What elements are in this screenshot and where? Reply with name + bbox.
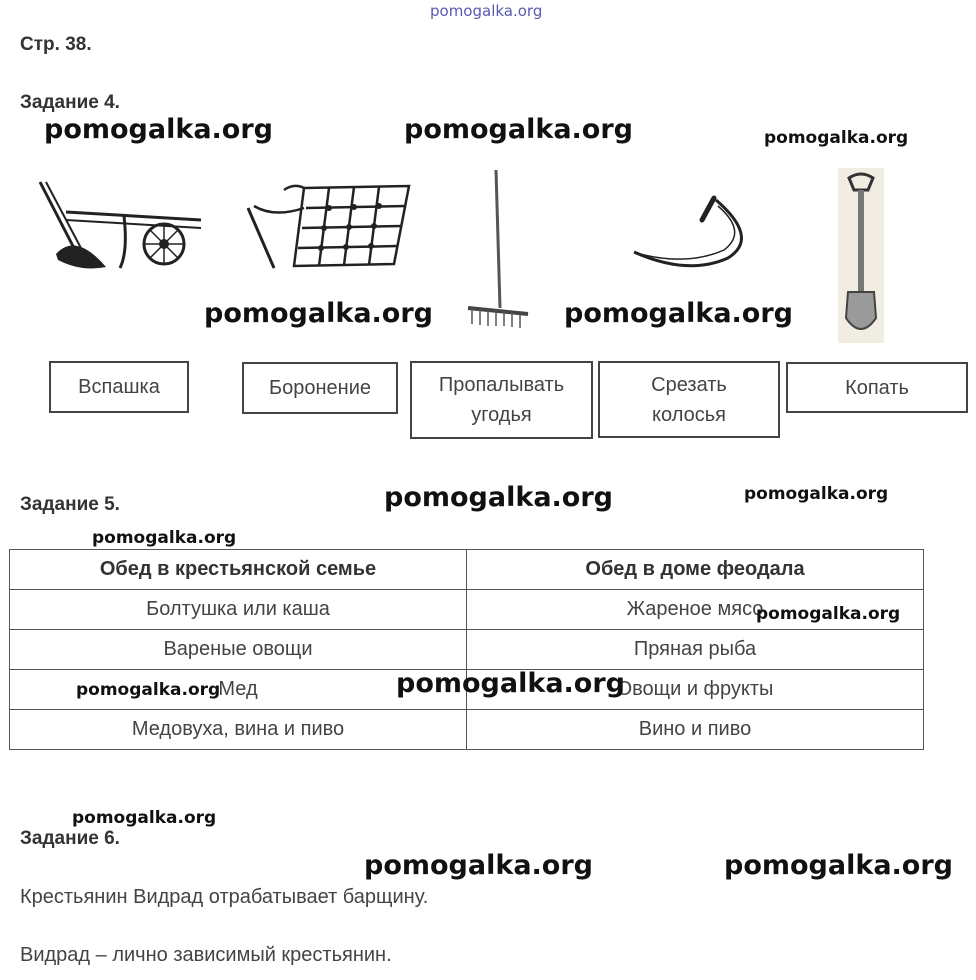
watermark: pomogalka.org xyxy=(756,604,901,624)
label-text: Копать xyxy=(845,376,909,399)
watermark: pomogalka.org xyxy=(72,808,217,828)
label-box-propalyvat xyxy=(410,361,593,439)
watermark: pomogalka.org xyxy=(396,668,625,699)
label-box-kopat xyxy=(786,362,968,413)
label-box-vspashka xyxy=(49,361,189,413)
column-header-peasant: Обед в крестьянской семье xyxy=(10,550,467,590)
table-cell: Вареные овощи xyxy=(10,630,467,670)
shovel-icon xyxy=(836,168,886,343)
rake-icon xyxy=(462,168,534,330)
table-cell: Жареное мясо xyxy=(467,590,924,630)
task6-heading: Задание 6. xyxy=(20,828,120,849)
table-cell: Овощи и фрукты xyxy=(467,670,924,710)
table-cell: Медовуха, вина и пиво xyxy=(10,710,467,750)
watermark: pomogalka.org xyxy=(744,484,889,504)
table-cell: Мед xyxy=(10,670,467,710)
watermark-top: pomogalka.org xyxy=(430,2,543,20)
page-reference: Стр. 38. xyxy=(20,34,92,55)
table-row xyxy=(10,710,924,750)
label-text: Пропалывать xyxy=(438,374,565,396)
meals-table xyxy=(9,549,924,750)
label-text: колосья xyxy=(652,403,726,426)
watermark: pomogalka.org xyxy=(76,680,221,700)
watermark: pomogalka.org xyxy=(44,114,273,145)
label-text: Боронение xyxy=(268,377,371,399)
watermark: pomogalka.org xyxy=(364,850,593,881)
watermark: pomogalka.org xyxy=(204,298,433,329)
sickle-icon xyxy=(628,180,778,278)
harrow-icon xyxy=(244,178,414,273)
task5-heading: Задание 5. xyxy=(20,494,120,515)
label-text: Срезать xyxy=(651,373,727,396)
label-text: угодья xyxy=(471,404,532,426)
table-cell: Болтушка или каша xyxy=(10,590,467,630)
label-box-srezat xyxy=(598,361,780,438)
watermark: pomogalka.org xyxy=(92,528,237,548)
label-box-boronenie xyxy=(242,362,398,414)
watermark: pomogalka.org xyxy=(764,128,909,148)
watermark: pomogalka.org xyxy=(724,850,953,881)
column-header-feudal: Обед в доме феодала xyxy=(467,550,924,590)
table-header-row xyxy=(10,550,924,590)
table-row xyxy=(10,630,924,670)
table-cell: Пряная рыба xyxy=(467,630,924,670)
watermark: pomogalka.org xyxy=(404,114,633,145)
task6-line-2: Видрад – лично зависимый крестьянин. xyxy=(20,944,392,966)
task4-heading: Задание 4. xyxy=(20,92,120,113)
table-cell: Вино и пиво xyxy=(467,710,924,750)
task6-line-1: Крестьянин Видрад отрабатывает барщину. xyxy=(20,886,429,908)
watermark: pomogalka.org xyxy=(384,482,613,513)
plough-icon xyxy=(36,172,206,277)
label-text: Вспашка xyxy=(78,376,160,398)
watermark: pomogalka.org xyxy=(564,298,793,329)
